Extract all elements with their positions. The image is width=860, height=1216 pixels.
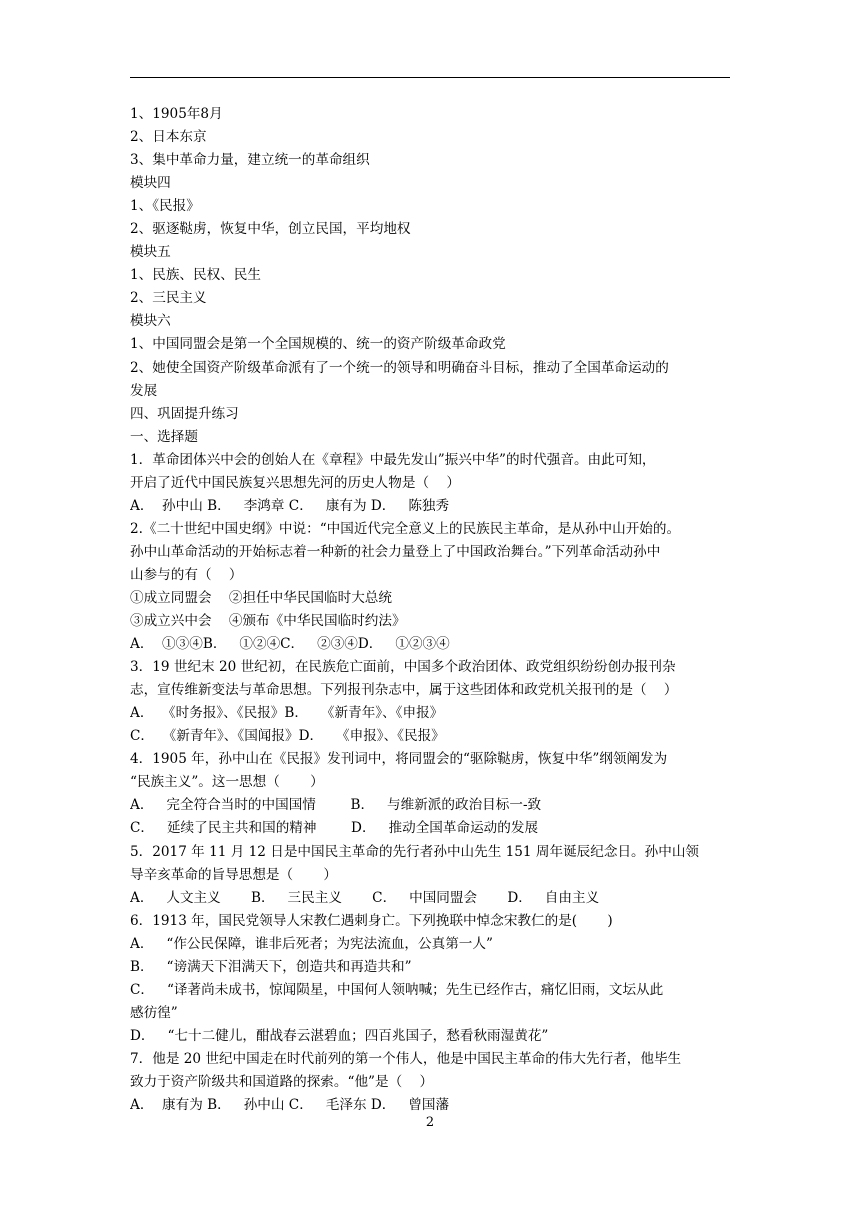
text-line: A． “作公民保障，谁非后死者；为宪法流血，公真第一人” (130, 935, 493, 952)
text-line: 2、驱逐鞑虏，恢复中华，创立民国，平均地权 (130, 221, 411, 238)
text-line: ①成立同盟会 ②担任中华民国临时大总统 (130, 589, 392, 606)
text-line: 志，宣传维新变法与革命思想。下列报刊杂志中，属于这些团体和政党机关报刊的是（ ） (130, 682, 678, 699)
text-line: 1、《民报》 (130, 198, 200, 215)
text-line: 四、巩固提升练习 (130, 405, 239, 422)
document-body (130, 103, 730, 1117)
text-line: A． 康有为 B． 孙中山 C． 毛泽东 D． 曾国藩 (130, 1097, 450, 1114)
text-line: A． ①③④B． ①②④C． ②③④D． ①②③④ (130, 636, 450, 653)
text-line: 2、三民主义 (130, 290, 207, 307)
text-line: C． 《新青年》、《国闻报》D． 《申报》、《民报》 (130, 728, 445, 745)
text-line: 5．2017 年 11 月 12 日是中国民主革命的先行者孙中山先生 151 周年诞辰纪念日。孙中山领 (130, 843, 700, 860)
text-line: A． 《时务报》、《民报》B． 《新青年》、《申报》 (130, 705, 444, 722)
page-number: 2 (425, 1115, 435, 1130)
header-rule (130, 77, 730, 78)
text-line: 感彷徨” (130, 1004, 178, 1021)
text-line: 3．19 世纪末 20 世纪初，在民族危亡面前，中国多个政治团体、政党组织纷纷创办报刊杂 (130, 659, 676, 676)
text-line: 7．他是 20 世纪中国走在时代前列的第一个伟人，他是中国民主革命的伟大先行者，他毕生 (130, 1050, 682, 1067)
text-line: 1．革命团体兴中会的创始人在《章程》中最先发山”振兴中华”的时代强音。由此可知， (130, 451, 656, 468)
text-line: 3、集中革命力量，建立统一的革命组织 (130, 152, 370, 169)
text-line: 山参与的有（ ） (130, 566, 243, 583)
text-line: ③成立兴中会 ④颁布《中华民国临时约法》 (130, 613, 406, 630)
text-line: A． 人文主义 B． 三民主义 C． 中国同盟会 D． 自由主义 (130, 889, 600, 906)
text-line: 发展 (130, 382, 158, 399)
text-line: 一、选择题 (130, 428, 198, 445)
text-line: B． “谤满天下泪满天下，创造共和再造共和” (130, 958, 412, 975)
text-line: 模块四 (130, 175, 171, 192)
text-line: 模块六 (130, 313, 171, 330)
text-line: 2.《二十世纪中国史纲》中说：“中国近代完全意义上的民族民主革命，是从孙中山开始的。 (130, 520, 681, 537)
text-line: C． “译著尚未成书，惊闻陨星，中国何人领呐喊；先生已经作古，痛忆旧雨，文坛从此 (130, 981, 664, 998)
text-line: 模块五 (130, 244, 171, 261)
text-line: 4．1905 年，孙中山在《民报》发刊词中，将同盟会的“驱除鞑虏，恢复中华”纲领阐发为 (130, 751, 668, 768)
text-line: 2、日本东京 (130, 129, 207, 146)
text-line: C． 延续了民主共和国的精神 D． 推动全国革命运动的发展 (130, 820, 539, 837)
text-line: 导辛亥革命的旨导思想是（ ） (130, 866, 337, 883)
text-line: 1、1905年8月 (130, 106, 223, 122)
text-line: 开启了近代中国民族复兴思想先河的历史人物是（ ） (130, 474, 460, 491)
text-line: A． 完全符合当时的中国国情 B． 与维新派的政治目标一-致 (130, 797, 542, 814)
text-line: 1、民族、民权、民生 (130, 267, 261, 284)
text-line: “民族主义”。这一思想（ ） (130, 774, 324, 791)
text-line: 致力于资产阶级共和国道路的探索。“他”是（ ） (130, 1073, 434, 1090)
text-line: 2、她使全国资产阶级革命派有了一个统一的领导和明确奋斗目标，推动了全国革命运动的 (130, 359, 669, 376)
text-line: 1、中国同盟会是第一个全国规模的、统一的资产阶级革命政党 (130, 336, 506, 353)
text-line: 孙中山革命活动的开始标志着一种新的社会力量登上了中国政治舞台。”下列革命活动孙中 (130, 543, 661, 560)
text-line: D． “七十二健儿，酣战春云湛碧血；四百兆国子，愁看秋雨湿黄花” (130, 1027, 549, 1044)
text-line: 6．1913 年，国民党领导人宋教仁遇刺身亡。下列挽联中悼念宋教仁的是( ) (130, 912, 613, 929)
text-line: A． 孙中山 B． 李鸿章 C． 康有为 D． 陈独秀 (130, 497, 450, 514)
